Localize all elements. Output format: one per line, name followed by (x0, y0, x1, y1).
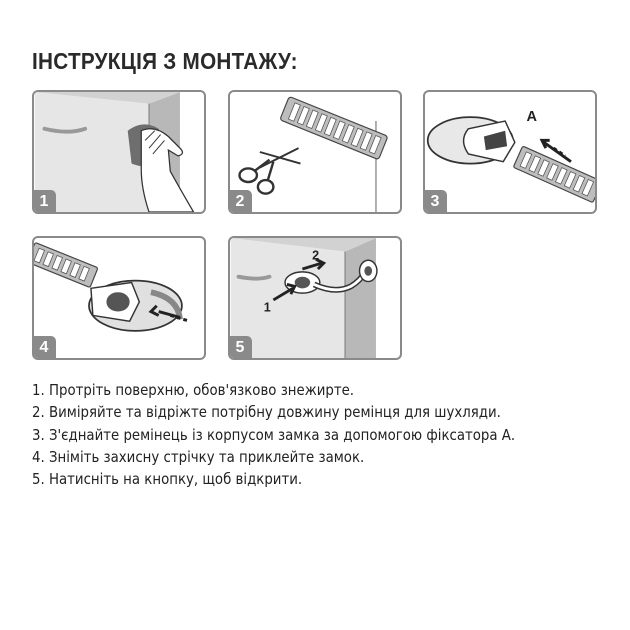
peel-tape-stick-icon (34, 238, 204, 358)
lock-body-strap-icon (425, 92, 595, 212)
step-5-illustration (228, 236, 402, 360)
callout-1-label: 1 (263, 300, 271, 315)
instruction-step: 3. З'єднайте ремінець із корпусом замка за допомогою фіксатора А. (32, 425, 516, 444)
step-number-badge: 1 (32, 190, 56, 214)
scissors-cut-strap-icon (230, 92, 400, 212)
mounted-lock-cabinet-icon (230, 238, 400, 358)
wiping-cabinet-icon (34, 92, 204, 212)
step-1-illustration (32, 90, 206, 214)
instruction-step: 4. Зніміть захисну стрічку та приклейте замок. (32, 447, 365, 466)
instruction-step: 2. Виміряйте та відріжте потрібну довжину ремінця для шухляди. (32, 403, 501, 422)
instruction-steps-list (32, 379, 515, 490)
page-title: ІНСТРУКЦІЯ З МОНТАЖУ: (32, 48, 298, 74)
callout-2-label: 2 (312, 248, 320, 263)
instruction-step: 1. Протріть поверхню, обов'язково знежирте. (32, 381, 355, 399)
step-3-illustration (423, 90, 597, 214)
step-2-illustration (228, 90, 402, 214)
step-number-badge: 2 (228, 190, 252, 214)
step-number-badge: 4 (32, 336, 56, 360)
step-number-badge: 3 (423, 190, 447, 214)
instruction-step: 5. Натисніть на кнопку, щоб відкрити. (32, 470, 303, 489)
step-number-badge: 5 (228, 336, 252, 360)
callout-a-label: A (526, 109, 537, 126)
step-4-illustration (32, 236, 206, 360)
